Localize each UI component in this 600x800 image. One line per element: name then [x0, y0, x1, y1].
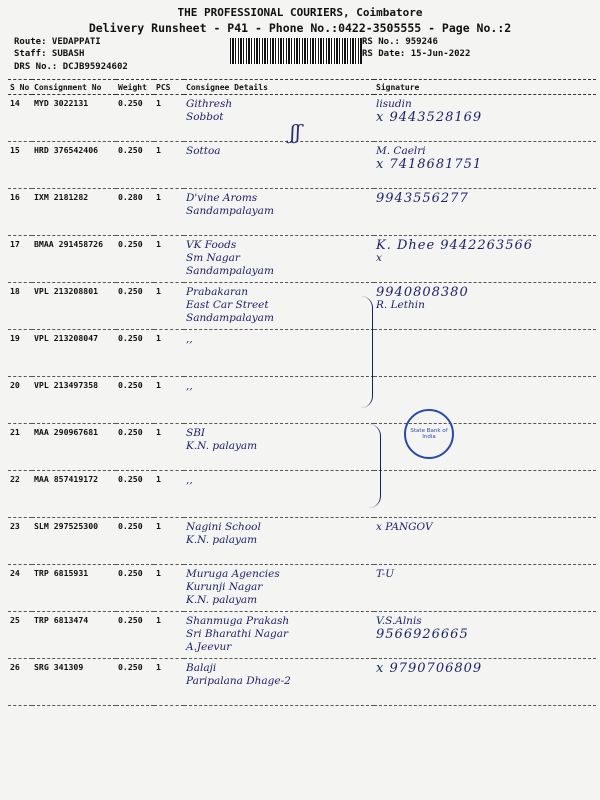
- signature-line: x 9790706809: [376, 661, 483, 676]
- rs-number: RS No.: 959246: [362, 37, 438, 47]
- consignee-cell: [184, 518, 374, 565]
- weight-cell: 0.250: [116, 565, 154, 612]
- consignee-cell: [184, 471, 374, 518]
- table-row: [8, 471, 596, 518]
- consignee-line: ,,: [186, 333, 193, 345]
- signature-line: x: [376, 252, 382, 264]
- sno-cell: 17: [8, 236, 32, 283]
- consignee-cell: [184, 142, 374, 189]
- runsheet-title: Delivery Runsheet - P41 - Phone No.:0422-3505555 - Page No.:2: [88, 21, 512, 35]
- signature-cell: [374, 471, 596, 518]
- signature-cell: [374, 518, 596, 565]
- consignment-cell: SRG 341309: [32, 659, 116, 706]
- weight-cell: 0.250: [116, 612, 154, 659]
- pcs-cell: 1: [154, 377, 184, 424]
- consignment-cell: HRD 376542406: [32, 142, 116, 189]
- bank-stamp: State Bank of India: [404, 409, 454, 459]
- signature-cell: [374, 95, 596, 142]
- col-pcs: PCS: [154, 80, 184, 95]
- staff-label: Staff: SUBASH: [14, 49, 85, 59]
- pcs-cell: 1: [154, 283, 184, 330]
- signature-line: x 7418681751: [376, 157, 483, 172]
- sno-cell: 16: [8, 189, 32, 236]
- consignee-cell: [184, 424, 374, 471]
- consignee-line: D'vine Aroms: [186, 192, 258, 204]
- consignee-line: Paripalana Dhage-2: [186, 675, 291, 687]
- col-sno: S No: [8, 80, 32, 95]
- sno-cell: 14: [8, 95, 32, 142]
- pcs-cell: 1: [154, 330, 184, 377]
- table-row: [8, 659, 596, 706]
- sno-cell: 21: [8, 424, 32, 471]
- consignee-line: Githresh: [186, 98, 233, 110]
- consignee-cell: [184, 189, 374, 236]
- consignee-cell: [184, 612, 374, 659]
- sno-cell: 18: [8, 283, 32, 330]
- pcs-cell: 1: [154, 518, 184, 565]
- table-row: [8, 95, 596, 142]
- sno-cell: 25: [8, 612, 32, 659]
- signature-line: x PANGOV: [376, 521, 433, 533]
- consignment-cell: VPL 213208047: [32, 330, 116, 377]
- consignee-line: A.Jeevur: [186, 641, 232, 653]
- consignee-line: East Car Street: [186, 299, 269, 311]
- consignee-cell: [184, 659, 374, 706]
- signature-cell: [374, 142, 596, 189]
- consignee-line: ,,: [186, 380, 193, 392]
- weight-cell: 0.250: [116, 142, 154, 189]
- route-label: Route: VEDAPPATI: [14, 37, 101, 47]
- table-header-row: [8, 80, 596, 95]
- col-consignment: Consignment No: [32, 80, 116, 95]
- consignee-line: Kurunji Nagar: [186, 581, 263, 593]
- pcs-cell: 1: [154, 189, 184, 236]
- signature-cell: [374, 283, 596, 330]
- table-row: [8, 612, 596, 659]
- handwritten-bracket: [344, 296, 373, 408]
- signature-cell: [374, 330, 596, 377]
- weight-cell: 0.250: [116, 471, 154, 518]
- consignee-line: Muruga Agencies: [186, 568, 280, 580]
- table-row: [8, 330, 596, 377]
- signature-line: 9940808380: [376, 285, 469, 300]
- consignee-line: Shanmuga Prakash: [186, 615, 290, 627]
- signature-line: V.S.Alnis: [376, 615, 422, 627]
- signature-line: x 9443528169: [376, 110, 483, 125]
- sno-cell: 15: [8, 142, 32, 189]
- signature-line: R. Lethin: [376, 299, 425, 311]
- sno-cell: 26: [8, 659, 32, 706]
- consignee-line: Sobbot: [186, 111, 224, 123]
- signature-line: 9943556277: [376, 191, 469, 206]
- pcs-cell: 1: [154, 95, 184, 142]
- consignment-cell: TRP 6813474: [32, 612, 116, 659]
- company-title: THE PROFESSIONAL COURIERS, Coimbatore: [177, 6, 423, 19]
- table-row: [8, 283, 596, 330]
- consignee-line: Sri Bharathi Nagar: [186, 628, 289, 640]
- handwritten-mark: ʃʃ: [290, 120, 301, 144]
- sno-cell: 24: [8, 565, 32, 612]
- pcs-cell: 1: [154, 142, 184, 189]
- consignee-cell: [184, 565, 374, 612]
- consignment-cell: TRP 6815931: [32, 565, 116, 612]
- consignment-cell: MAA 857419172: [32, 471, 116, 518]
- pcs-cell: 1: [154, 424, 184, 471]
- sno-cell: 20: [8, 377, 32, 424]
- consignment-cell: BMAA 291458726: [32, 236, 116, 283]
- signature-cell: [374, 377, 596, 424]
- table-row: [8, 377, 596, 424]
- consignment-cell: MYD 3022131: [32, 95, 116, 142]
- barcode: [230, 38, 362, 64]
- sno-cell: 23: [8, 518, 32, 565]
- rs-date: RS Date: 15-Jun-2022: [362, 49, 471, 59]
- consignee-line: ,,: [186, 474, 193, 486]
- signature-line: lisudin: [376, 98, 412, 110]
- consignment-cell: VPL 213208801: [32, 283, 116, 330]
- pcs-cell: 1: [154, 471, 184, 518]
- col-consignee: Consignee Details: [184, 80, 374, 95]
- table-row: [8, 518, 596, 565]
- consignee-line: K.N. palayam: [186, 594, 258, 606]
- weight-cell: 0.250: [116, 659, 154, 706]
- sno-cell: 19: [8, 330, 32, 377]
- consignee-cell: [184, 236, 374, 283]
- signature-line: M. Caelri: [376, 145, 426, 157]
- weight-cell: 0.250: [116, 283, 154, 330]
- table-row: [8, 565, 596, 612]
- consignee-cell: [184, 95, 374, 142]
- consignee-line: Prabakaran: [186, 286, 248, 298]
- table-row: [8, 142, 596, 189]
- table-row: [8, 236, 596, 283]
- weight-cell: 0.280: [116, 189, 154, 236]
- drs-number: DRS No.: DCJB95924602: [14, 62, 128, 72]
- runsheet-table: [8, 79, 596, 706]
- consignment-cell: VPL 213497358: [32, 377, 116, 424]
- consignee-line: K.N. palayam: [186, 534, 258, 546]
- consignee-line: Nagini School: [186, 521, 261, 533]
- weight-cell: 0.250: [116, 236, 154, 283]
- consignee-line: K.N. palayam: [186, 440, 258, 452]
- pcs-cell: 1: [154, 612, 184, 659]
- consignee-line: Balaji: [186, 662, 217, 674]
- table-row: [8, 424, 596, 471]
- consignee-line: VK Foods: [186, 239, 237, 251]
- signature-cell: [374, 612, 596, 659]
- consignee-line: Sottoa: [186, 145, 221, 157]
- handwritten-bracket: [366, 424, 381, 508]
- consignee-line: Sandampalayam: [186, 265, 274, 277]
- col-weight: Weight: [116, 80, 154, 95]
- signature-cell: [374, 659, 596, 706]
- consignee-line: Sandampalayam: [186, 205, 274, 217]
- consignee-line: Sm Nagar: [186, 252, 240, 264]
- consignment-cell: IXM 2181282: [32, 189, 116, 236]
- signature-line: K. Dhee 9442263566: [376, 238, 534, 253]
- pcs-cell: 1: [154, 236, 184, 283]
- table-row: [8, 189, 596, 236]
- signature-line: 9566926665: [376, 627, 469, 642]
- consignee-line: SBI: [186, 427, 206, 439]
- weight-cell: 0.250: [116, 518, 154, 565]
- col-signature: Signature: [374, 80, 596, 95]
- pcs-cell: 1: [154, 659, 184, 706]
- weight-cell: 0.250: [116, 95, 154, 142]
- consignment-cell: MAA 290967681: [32, 424, 116, 471]
- consignment-cell: SLM 297525300: [32, 518, 116, 565]
- signature-cell: [374, 189, 596, 236]
- signature-cell: [374, 565, 596, 612]
- weight-cell: 0.250: [116, 377, 154, 424]
- weight-cell: 0.250: [116, 330, 154, 377]
- signature-cell: [374, 236, 596, 283]
- consignee-line: Sandampalayam: [186, 312, 274, 324]
- sno-cell: 22: [8, 471, 32, 518]
- weight-cell: 0.250: [116, 424, 154, 471]
- pcs-cell: 1: [154, 565, 184, 612]
- signature-line: T-U: [376, 568, 395, 580]
